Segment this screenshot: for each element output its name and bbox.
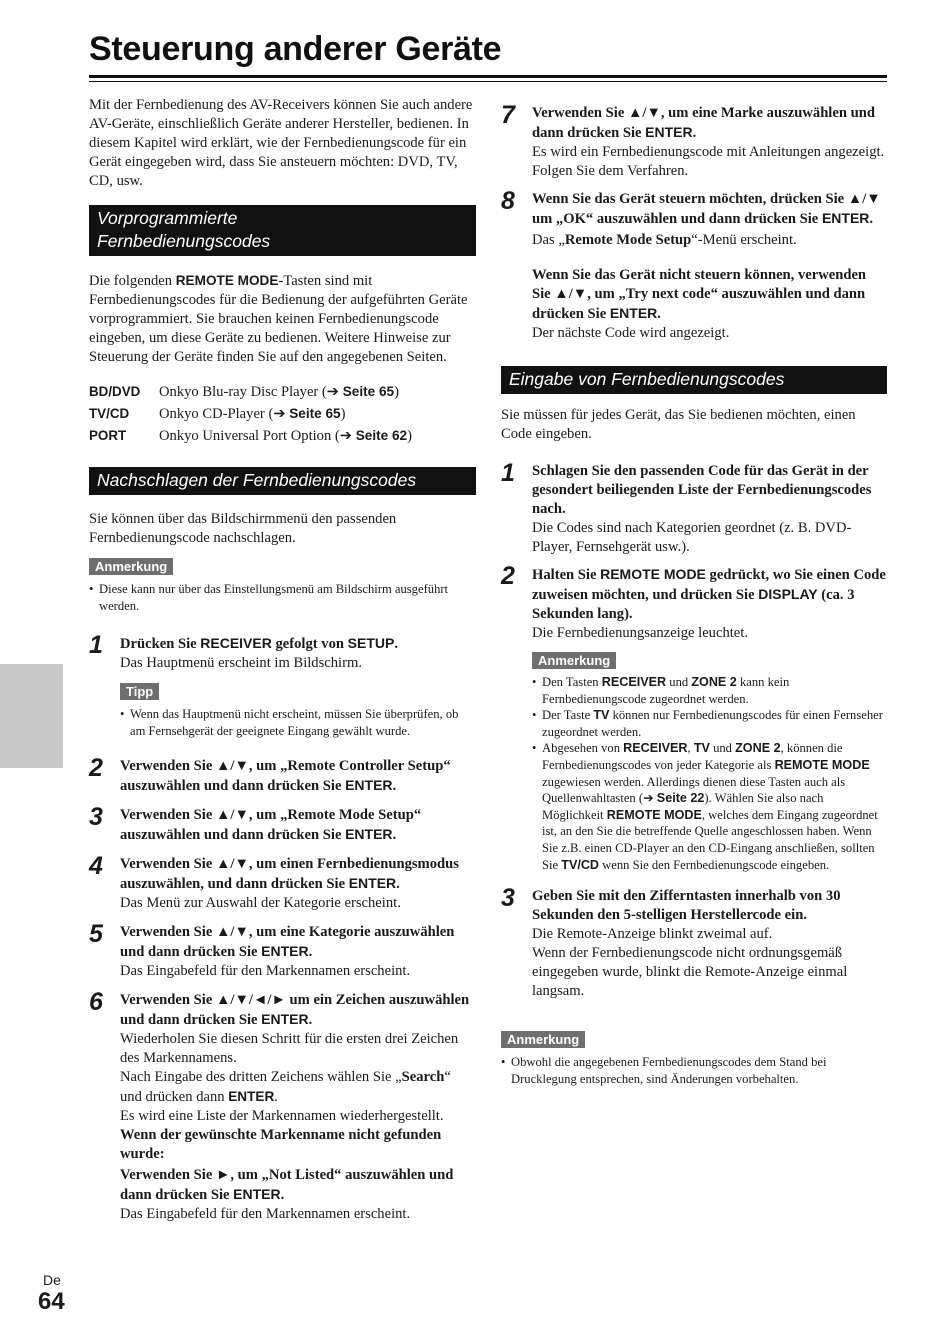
text-span: . [392,778,397,795]
step-number: 8 [501,187,515,215]
step-description [532,231,887,250]
step-number: 5 [89,920,103,949]
menu-item-name: Search [401,1069,445,1086]
section-heading-entry: Eingabe von Fernbedienungscodes [501,366,887,394]
note-item [532,674,887,707]
text-span: Verwenden Sie ▲/▼, um „Remote Controller Setup“ auszuwählen und dann drücken Sie [120,758,451,795]
step-number: 1 [89,631,103,660]
arrow-icon: ➔ [326,384,340,400]
step-heading: Geben Sie mit den Zifferntasten innerhalb von 30 Sekunden den 5-stelligen Herstellercode ein. [532,888,841,924]
step-heading [120,855,476,894]
step-description [120,1068,476,1107]
title-rule-thick [89,75,887,78]
key-label: RECEIVER [623,741,688,756]
key-label: DISPLAY [758,586,818,602]
step-description: Der nächste Code wird angezeigt. [532,325,730,341]
step-description: Das Eingabefeld für den Markennamen erscheint. [120,1206,411,1223]
step-heading [532,190,887,229]
key-label: ZONE 2 [735,741,781,756]
text-span: gefolgt von [271,636,348,653]
text-span: , können die Fernbedienungscodes von jeder Kategorie als [542,741,843,772]
step-5 [89,920,476,981]
step-7 [501,101,887,181]
text-span: Verwenden Sie ▲/▼, um eine Marke auszuwählen und dann drücken Sie [532,105,875,141]
arrow-icon: ➔ [273,406,286,422]
text-span: und [709,741,736,756]
key-label: ENTER [645,124,693,140]
arrow-icon: ➔ [643,791,654,806]
step-description: Wenn der Fernbedienungscode nicht ordnungsgemäß eingegeben wurde, blinkt die Remote-Anzeige einmal langsam. [532,945,848,1000]
left-column [89,96,476,1224]
step-description: Es wird eine Liste der Markennamen wiederhergestellt. [120,1108,444,1125]
entry-step-1 [501,459,887,557]
note-item: • Diese kann nur über das Einstellungsmenü am Bildschirm ausgeführt werden. [89,581,476,614]
note-item: • Obwohl die angegebenen Fernbedienungscodes dem Stand bei Drucklegung entsprechen, sind Änderungen vorbehalten. [501,1054,887,1087]
remote-mode-desc [159,425,412,447]
text-span: Verwenden Sie ▲/▼/◄/► um ein Zeichen auszuwählen und dann drücken Sie [120,992,470,1029]
text-span: . [308,1012,313,1029]
text-span: wenn Sie den Fernbedienungscode eingeben. [599,857,830,872]
key-label: REMOTE MODE [774,757,870,772]
key-label: REMOTE MODE [606,807,702,822]
entry-text: Sie müssen für jedes Gerät, das Sie bedienen möchten, einen Code eingeben. [501,407,856,442]
arrow-icon: ➔ [339,428,353,444]
text-span: Verwenden Sie ▲/▼, um „Remote Mode Setup“ auszuwählen und dann drücken Sie [120,807,422,844]
not-found-instruction [120,1166,476,1205]
tip-label: Tipp [120,683,159,700]
text-span: Wenn Sie das Gerät steuern möchten, drücken Sie ▲/▼ um „OK“ auszuwählen und dann drücken Sie [532,191,881,227]
text-span: gedrückt, wo Sie einen Code zuweisen möchten, und drücken Sie [532,567,886,603]
step-2 [89,754,476,796]
key-label: ENTER [345,826,393,843]
key-label: ZONE 2 [691,675,737,689]
entry-step-2 [501,562,887,873]
alternative-heading [532,266,887,324]
step-description: Die Remote-Anzeige blinkt zweimal auf. [532,926,773,943]
remote-mode-row [89,425,476,447]
note-item [532,740,887,873]
text-span: Drücken Sie [120,636,201,653]
step-heading [120,991,476,1030]
text-span: zugewiesen werden. Allerdings dienen diese Tasten auch als Quellenwahltasten ( [542,774,846,806]
key-label: ENTER [233,1186,281,1203]
key-label: RECEIVER [601,675,667,689]
text-span: . [274,1089,278,1106]
note-label: Anmerkung [532,652,616,669]
text-span: Verwenden Sie ►, um „Not Listed“ auszuwählen und dann drücken Sie [120,1167,454,1204]
step-number: 6 [89,988,103,1017]
text-span: . [657,306,661,322]
section-heading-line: Fernbedienungscodes [97,231,271,251]
text-span: Wenn Sie das Gerät nicht steuern können, verwenden Sie ▲/▼, um „Try next code“ auszuwählen und dann drücken Sie [532,267,867,322]
note-label: Anmerkung [501,1031,585,1048]
text-span: , welches dem Eingang zugeordnet ist, an den Sie die betreffende Quelle angeschlossen haben. Wenn Sie z.B. einen CD-Player an den CD-Eingang anschließen, sollten Sie [542,807,878,872]
text-span: Onkyo Blu-ray Disc Player ( [159,384,327,400]
remote-mode-key: TV/CD [89,406,130,421]
step-heading [532,565,887,624]
step-description: Das Hauptmenü erscheint im Bildschirm. [120,655,362,672]
text-span: und [666,675,692,689]
intro-text: Mit der Fernbedienung des AV-Receivers können Sie auch andere AV-Geräte, einschließlich Geräte anderer Hersteller, bedienen. In diesem Kapitel wird erklärt, wie der Fernbedienungscode für ein Gerät eingegeben wird, dass Sie ansteuern möchten: DVD, TV, CD, usw. [89,97,473,189]
title-rule-thin [89,81,887,82]
text-span: Den Tasten [542,675,602,689]
text-span: ) [394,384,399,400]
key-label: ENTER [261,1011,309,1028]
text-span: können nur Fernbedienungscodes für einen Fernseher zugeordnet werden. [542,708,883,739]
page-reference: Seite 22 [656,791,705,806]
remote-mode-key: BD/DVD [89,384,141,399]
key-label: ENTER [821,210,870,226]
key-label: RECEIVER [200,635,272,652]
text-span: ) [340,406,346,422]
key-label: SETUP [347,635,395,652]
text-span: Der Taste [542,708,594,723]
page-reference: Seite 65 [289,406,341,421]
key-label: TV [593,708,610,723]
step-number: 7 [501,101,515,129]
text-span: . [396,876,400,893]
step-4 [89,852,476,913]
remote-mode-desc [159,381,399,403]
text-span: Nach Eingabe des dritten Zeichens wählen Sie „ [120,1069,402,1086]
step-description: Die Codes sind nach Kategorien geordnet (z. B. DVD-Player, Fernsehgerät usw.). [532,520,852,555]
text-span: Verwenden Sie ▲/▼, um eine Kategorie auszuwählen und dann drücken Sie [120,924,455,961]
note-label: Anmerkung [89,558,173,575]
text-span: , [687,741,694,756]
key-label: TV [693,741,710,756]
note-block [89,558,476,614]
text-span: Onkyo Universal Port Option ( [159,428,340,444]
step-number: 1 [501,459,515,487]
key-label: ENTER [345,777,393,794]
text-span: . [394,636,398,653]
step-heading [120,634,476,654]
note-item [532,707,887,740]
text-span: “ und drücken dann [120,1069,451,1106]
menu-item-name: Remote Mode Setup [564,232,692,248]
text-span: ). Wählen Sie also nach Möglichkeit [542,791,824,822]
key-label: ENTER [348,875,397,892]
remote-mode-table [89,381,476,447]
step-description: Es wird ein Fernbedienungscode mit Anleitungen angezeigt. Folgen Sie dem Verfahren. [532,144,885,179]
step-8 [501,187,887,343]
key-label: REMOTE MODE [600,566,706,582]
chapter-tab [0,664,63,768]
remote-mode-row [89,403,476,425]
step-1 [89,631,476,739]
text-span: Die folgenden [89,273,176,289]
step-number: 2 [89,754,103,783]
text-span: ) [407,428,412,444]
text-span: Das „ [532,232,565,248]
remote-mode-row [89,381,476,403]
key-label: REMOTE MODE [175,273,279,288]
text-span: Verwenden Sie ▲/▼, um einen Fernbedienungsmodus auszuwählen, und dann drücken Sie [120,856,459,893]
key-label: ENTER [609,305,658,321]
remote-mode-desc [159,403,345,425]
step-description: Das Eingabefeld für den Markennamen erscheint. [120,963,411,980]
key-label: ENTER [228,1089,275,1105]
key-label: ENTER [261,943,309,960]
text-span: Onkyo CD-Player ( [159,406,274,422]
step-heading [532,104,887,143]
step-number: 4 [89,852,103,881]
lookup-text: Sie können über das Bildschirmmenü den passenden Fernbedienungscode nachschlagen. [89,511,397,546]
preprogrammed-text [89,271,476,367]
step-heading [120,757,476,796]
text-span: . [392,827,397,844]
remote-mode-key: PORT [89,428,127,443]
step-number: 2 [501,562,515,590]
note-list [532,674,887,873]
step-6 [89,988,476,1224]
text-span: (ca. 3 Sekunden lang). [532,587,855,622]
step-description: Die Fernbedienungsanzeige leuchtet. [532,625,748,641]
text-span: . [280,1187,285,1204]
page-title: Steuerung anderer Geräte [89,30,502,68]
step-3 [89,803,476,845]
entry-step-3 [501,884,887,1001]
text-span: Abgesehen von [542,741,624,756]
text-span: . [869,211,874,227]
right-column [501,101,887,1087]
step-number: 3 [89,803,103,832]
not-found-heading: Wenn der gewünschte Markenname nicht gefunden wurde: [120,1127,442,1163]
section-heading-line: Vorprogrammierte [97,208,238,228]
text-span: -Tasten sind mit Fernbedienungscodes für die Bedienung der aufgeführten Geräte vorprogrammiert. Sie brauchen keinen Fernbedienungscode eingeben, um diese Geräte zu bedienen. Weitere Hinweise zur Steuerung der Geräte finden Sie auf den angegebenen Seiten. [89,273,468,365]
text-span: kann kein Fernbedienungscode zugeordnet werden. [542,675,790,706]
page-language: De [43,1272,61,1288]
step-heading: Schlagen Sie den passenden Code für das Gerät in der gesondert beiliegenden Liste der Fernbedienungscodes nach. [532,463,872,517]
tip-block [120,683,476,739]
section-heading-preprogrammed [89,205,476,256]
page-reference: Seite 65 [342,384,395,399]
note-block [532,652,887,873]
step-heading [120,806,476,845]
page-reference: Seite 62 [355,428,408,443]
step-number: 3 [501,884,515,913]
page-number: 64 [38,1288,65,1315]
text-span: Halten Sie [532,567,601,583]
note-block-final [501,1031,887,1087]
step-description: Wiederholen Sie diesen Schritt für die ersten drei Zeichen des Markennamens. [120,1031,459,1067]
step-description: Das Menü zur Auswahl der Kategorie erscheint. [120,895,401,912]
text-span: “-Menü erscheint. [691,232,797,248]
text-span: . [692,125,697,141]
key-label: TV/CD [561,857,600,872]
text-span: . [308,944,313,961]
step-heading [120,923,476,962]
tip-item: • Wenn das Hauptmenü nicht erscheint, müssen Sie überprüfen, ob am Fernsehgerät der geeignete Eingang gewählt wurde. [120,706,476,739]
section-heading-lookup: Nachschlagen der Fernbedienungscodes [89,467,476,495]
